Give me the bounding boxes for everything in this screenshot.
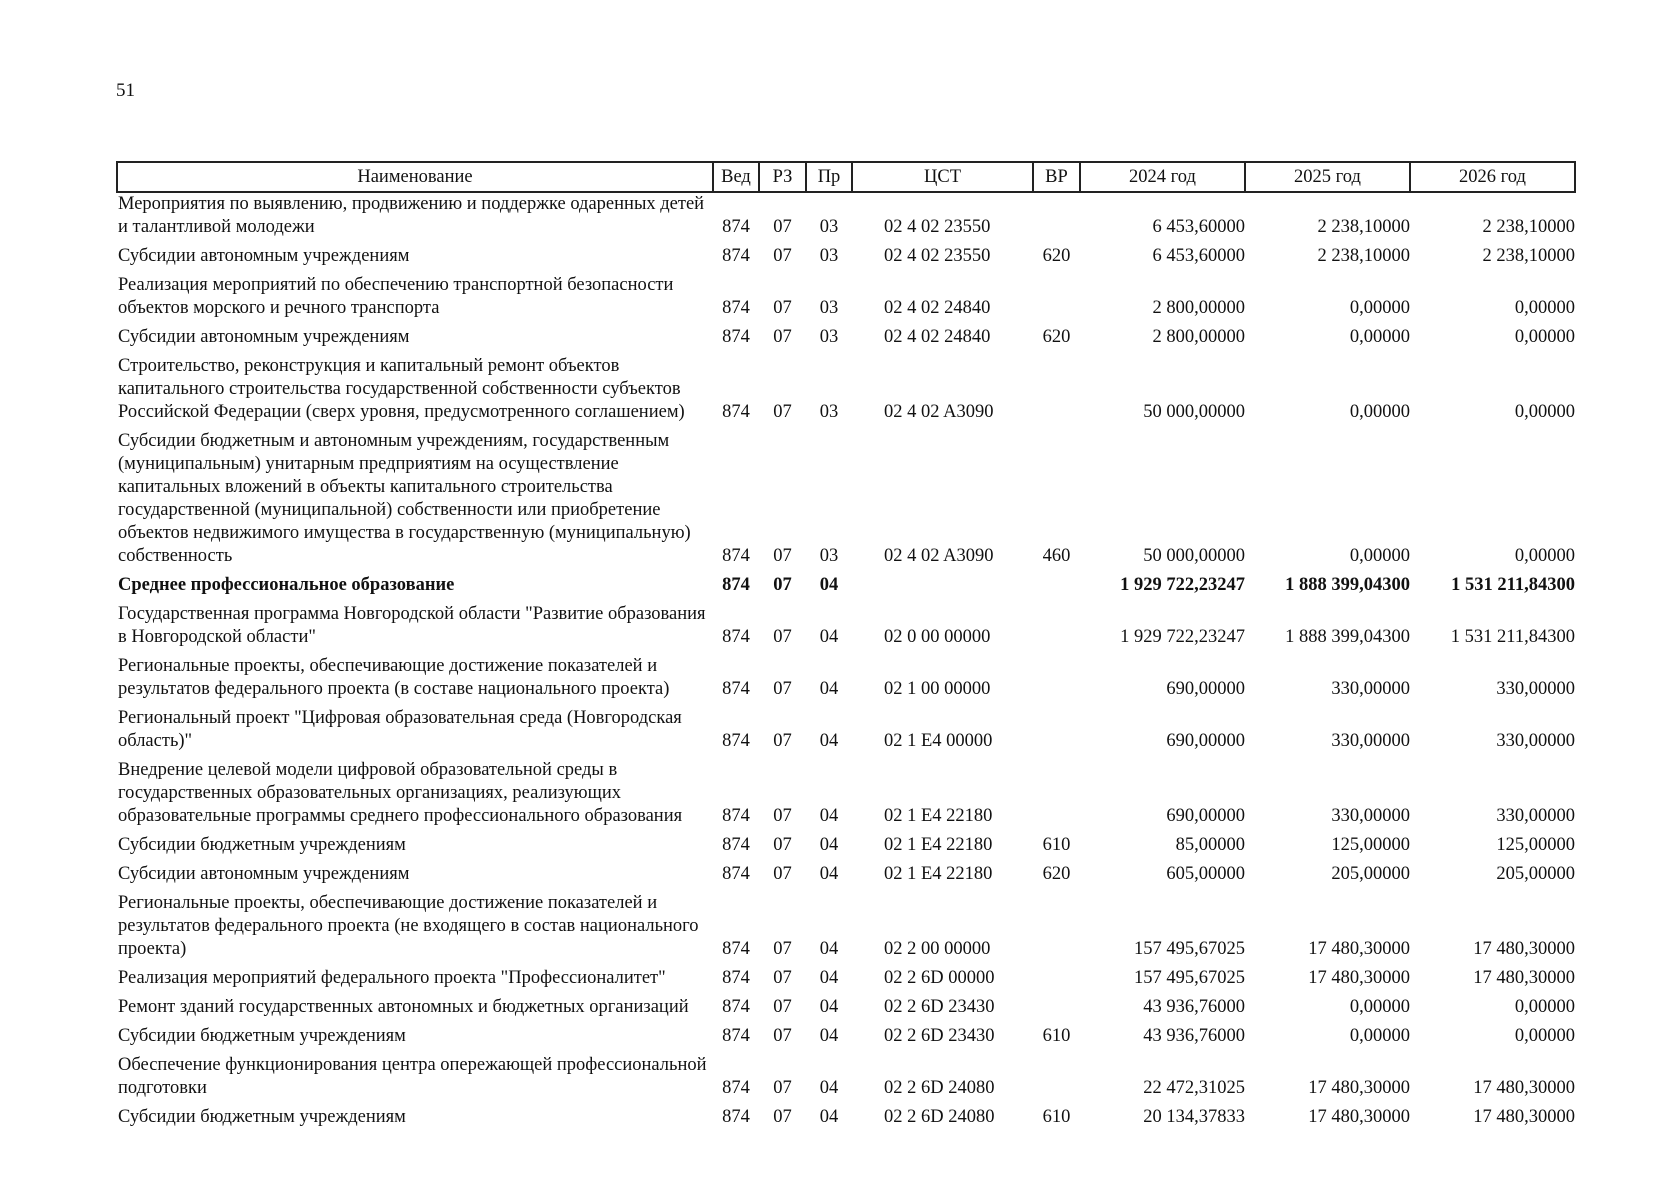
cell-2025: 330,00000: [1331, 731, 1410, 751]
cell-pr: 04: [819, 1107, 839, 1127]
cell-2026: 0,00000: [1514, 1026, 1575, 1046]
cell-rz: 07: [773, 997, 792, 1017]
table-row: [117, 967, 1575, 996]
cell-vr: 610: [1042, 1107, 1071, 1127]
cell-cst: 02 4 02 24840: [884, 298, 991, 318]
header-2024: 2024 год: [1080, 162, 1245, 192]
budget-table: [116, 161, 1576, 1135]
cell-cst: 02 4 02 A3090: [884, 402, 994, 422]
cell-pr: 03: [819, 217, 839, 237]
cell-2026: 17 480,30000: [1473, 1107, 1575, 1127]
cell-vr: 460: [1042, 546, 1071, 566]
cell-2024: 690,00000: [1166, 679, 1245, 699]
cell-2026: 1 531 211,84300: [1450, 627, 1575, 647]
cell-name: Региональные проекты, обеспечивающие достижение показателей и результатов федерального проекта (не входящего в состав национального проекта): [118, 893, 699, 959]
cell-rz: 07: [773, 731, 792, 751]
cell-2025: 17 480,30000: [1308, 968, 1410, 988]
cell-ved: 874: [722, 298, 750, 318]
cell-ved: 874: [722, 546, 750, 566]
cell-cst: 02 1 00 00000: [884, 679, 991, 699]
table-row: [117, 430, 1575, 574]
page-number: 51: [116, 80, 135, 101]
cell-2024: 50 000,00000: [1143, 546, 1245, 566]
cell-2025: 2 238,10000: [1317, 246, 1410, 266]
cell-2026: 17 480,30000: [1473, 1078, 1575, 1098]
table-row: [117, 707, 1575, 759]
cell-name: Обеспечение функционирования центра опережающей профессиональной подготовки: [118, 1055, 707, 1098]
cell-2026: 0,00000: [1514, 298, 1575, 318]
table-row: [117, 892, 1575, 967]
cell-2025: 0,00000: [1349, 402, 1410, 422]
cell-cst: 02 4 02 23550: [884, 246, 991, 266]
table-header: [117, 162, 1575, 192]
cell-vr: [1033, 967, 1080, 996]
cell-name: Субсидии автономным учреждениям: [118, 246, 410, 266]
cell-ved: 874: [722, 402, 750, 422]
cell-pr: 04: [819, 864, 839, 884]
cell-name: Субсидии бюджетным учреждениям: [118, 1107, 406, 1127]
table-row: [117, 759, 1575, 834]
header-name: Наименование: [117, 162, 713, 192]
cell-2026: 0,00000: [1514, 997, 1575, 1017]
cell-vr: [1033, 192, 1080, 245]
cell-name: Строительство, реконструкция и капитальный ремонт объектов капитального строительства государственной собственности субъектов Российской Федерации (сверх уровня, предусмотренного соглашением): [118, 356, 685, 422]
cell-vr: [1033, 707, 1080, 759]
cell-name: Региональный проект "Цифровая образовательная среда (Новгородская область)": [118, 708, 682, 751]
cell-cst: 02 1 E4 22180: [884, 864, 993, 884]
cell-pr: 04: [819, 939, 839, 959]
header-rz: РЗ: [759, 162, 806, 192]
cell-cst: 02 2 6D 00000: [884, 968, 995, 988]
cell-pr: 04: [819, 627, 839, 647]
cell-cst: 02 1 E4 22180: [884, 806, 993, 826]
cell-2026: 1 531 211,84300: [1451, 575, 1575, 595]
table-row: [117, 355, 1575, 430]
cell-pr: 04: [819, 835, 839, 855]
cell-vr: [1033, 655, 1080, 707]
cell-rz: 07: [773, 402, 792, 422]
cell-name: Субсидии бюджетным учреждениям: [118, 1026, 406, 1046]
table-row: [117, 603, 1575, 655]
cell-name: Мероприятия по выявлению, продвижению и поддержке одаренных детей и талантливой молодежи: [118, 194, 705, 237]
cell-cst: 02 2 6D 23430: [884, 997, 995, 1017]
cell-pr: 03: [819, 298, 839, 318]
cell-name: Региональные проекты, обеспечивающие достижение показателей и результатов федерального проекта (в составе национального проекта): [118, 656, 670, 699]
cell-cst: 02 2 6D 24080: [884, 1078, 995, 1098]
cell-name: Субсидии автономным учреждениям: [118, 864, 410, 884]
cell-pr: 04: [819, 806, 839, 826]
cell-2026: 330,00000: [1496, 679, 1575, 699]
cell-pr: 04: [819, 575, 839, 595]
cell-2025: 0,00000: [1349, 327, 1410, 347]
cell-pr: 03: [819, 327, 839, 347]
cell-2024: 50 000,00000: [1143, 402, 1245, 422]
cell-2024: 1 929 722,23247: [1120, 627, 1245, 647]
cell-rz: 07: [773, 217, 792, 237]
cell-rz: 07: [773, 1026, 792, 1046]
cell-2025: 0,00000: [1349, 298, 1410, 318]
cell-name: Реализация мероприятий по обеспечению транспортной безопасности объектов морского и речного транспорта: [118, 275, 674, 318]
cell-rz: 07: [773, 575, 792, 595]
cell-vr: [1033, 892, 1080, 967]
table-row: [117, 245, 1575, 274]
cell-vr: [1033, 759, 1080, 834]
cell-ved: 874: [722, 575, 750, 595]
cell-2024: 605,00000: [1166, 864, 1245, 884]
cell-pr: 04: [819, 679, 839, 699]
cell-name: Реализация мероприятий федерального проекта "Профессионалитет": [118, 968, 666, 988]
cell-2026: 2 238,10000: [1482, 217, 1575, 237]
header-cst: ЦСТ: [852, 162, 1033, 192]
cell-2025: 1 888 399,04300: [1285, 575, 1410, 595]
header-vr: ВР: [1033, 162, 1080, 192]
cell-vr: 620: [1042, 327, 1071, 347]
cell-pr: 04: [819, 1026, 839, 1046]
cell-vr: 620: [1042, 246, 1071, 266]
cell-2025: 0,00000: [1349, 546, 1410, 566]
cell-2025: 0,00000: [1349, 997, 1410, 1017]
cell-2026: 2 238,10000: [1482, 246, 1575, 266]
cell-2026: 17 480,30000: [1473, 939, 1575, 959]
cell-ved: 874: [722, 627, 750, 647]
table-row: [117, 996, 1575, 1025]
table-row: [117, 192, 1575, 245]
cell-rz: 07: [773, 327, 792, 347]
cell-pr: 03: [819, 546, 839, 566]
cell-2025: 17 480,30000: [1308, 939, 1410, 959]
cell-2026: 125,00000: [1496, 835, 1575, 855]
cell-name: Среднее профессиональное образование: [118, 575, 455, 595]
cell-name: Субсидии бюджетным учреждениям: [118, 835, 406, 855]
cell-2026: 0,00000: [1514, 402, 1575, 422]
cell-cst: 02 2 6D 24080: [884, 1107, 995, 1127]
cell-ved: 874: [722, 806, 750, 826]
cell-cst: 02 1 E4 00000: [884, 731, 993, 751]
cell-cst: 02 4 02 24840: [884, 327, 991, 347]
cell-ved: 874: [722, 997, 750, 1017]
cell-2026: 0,00000: [1514, 546, 1575, 566]
cell-name: Государственная программа Новгородской области "Развитие образования в Новгородской области": [118, 604, 706, 647]
cell-2026: 0,00000: [1514, 327, 1575, 347]
cell-rz: 07: [773, 806, 792, 826]
cell-vr: [1033, 355, 1080, 430]
cell-vr: [1033, 996, 1080, 1025]
cell-2024: 43 936,76000: [1143, 1026, 1245, 1046]
table-row: [117, 1106, 1575, 1135]
header-2026: 2026 год: [1410, 162, 1575, 192]
cell-pr: 03: [819, 402, 839, 422]
table-body: [117, 192, 1575, 1135]
table-row: [117, 574, 1575, 603]
cell-2024: 43 936,76000: [1143, 997, 1245, 1017]
cell-vr: [1033, 274, 1080, 326]
cell-pr: 04: [819, 731, 839, 751]
header-2025: 2025 год: [1245, 162, 1410, 192]
cell-2026: 330,00000: [1496, 731, 1575, 751]
table-row: [117, 326, 1575, 355]
cell-rz: 07: [773, 968, 792, 988]
cell-cst: 02 2 00 00000: [884, 939, 991, 959]
cell-rz: 07: [773, 1078, 792, 1098]
cell-rz: 07: [773, 627, 792, 647]
cell-pr: 03: [819, 246, 839, 266]
cell-ved: 874: [722, 246, 750, 266]
cell-2024: 6 453,60000: [1152, 217, 1245, 237]
cell-ved: 874: [722, 968, 750, 988]
cell-pr: 04: [819, 1078, 839, 1098]
cell-2025: 17 480,30000: [1308, 1078, 1410, 1098]
cell-ved: 874: [722, 864, 750, 884]
table-row: [117, 1054, 1575, 1106]
cell-2024: 2 800,00000: [1152, 327, 1245, 347]
cell-vr: [1033, 603, 1080, 655]
header-pr: Пр: [806, 162, 852, 192]
cell-cst: [852, 574, 1033, 603]
cell-2026: 17 480,30000: [1473, 968, 1575, 988]
cell-2024: 20 134,37833: [1143, 1107, 1245, 1127]
cell-2026: 330,00000: [1496, 806, 1575, 826]
table-row: [117, 655, 1575, 707]
cell-cst: 02 4 02 23550: [884, 217, 991, 237]
cell-rz: 07: [773, 546, 792, 566]
cell-rz: 07: [773, 835, 792, 855]
header-ved: Вед: [713, 162, 759, 192]
cell-name: Внедрение целевой модели цифровой образовательной среды в государственных образовательных организациях, реализующих образовательные программы среднего профессионального образования: [118, 760, 683, 826]
cell-name: Субсидии бюджетным и автономным учреждениям, государственным (муниципальным) унитарным предприятиям на осуществление капитальных вложений в объекты капитального строительства государственной (муниципальной) собственности или приобретение объектов недвижимого имущества в государственную (муниципальную) собственность: [118, 431, 691, 566]
cell-ved: 874: [722, 679, 750, 699]
cell-rz: 07: [773, 1107, 792, 1127]
cell-2025: 17 480,30000: [1308, 1107, 1410, 1127]
table-row: [117, 863, 1575, 892]
cell-2025: 2 238,10000: [1317, 217, 1410, 237]
cell-2024: 157 495,67025: [1134, 939, 1245, 959]
cell-2024: 1 929 722,23247: [1120, 575, 1245, 595]
cell-rz: 07: [773, 679, 792, 699]
cell-2024: 6 453,60000: [1152, 246, 1245, 266]
cell-ved: 874: [722, 731, 750, 751]
table-row: [117, 274, 1575, 326]
cell-cst: 02 0 00 00000: [884, 627, 991, 647]
cell-2026: 205,00000: [1496, 864, 1575, 884]
cell-2024: 85,00000: [1175, 835, 1245, 855]
cell-cst: 02 1 E4 22180: [884, 835, 993, 855]
cell-2024: 2 800,00000: [1152, 298, 1245, 318]
cell-rz: 07: [773, 246, 792, 266]
cell-cst: 02 2 6D 23430: [884, 1026, 995, 1046]
cell-vr: [1033, 1054, 1080, 1106]
cell-2025: 0,00000: [1349, 1026, 1410, 1046]
cell-ved: 874: [722, 1078, 750, 1098]
cell-2025: 330,00000: [1331, 679, 1410, 699]
cell-ved: 874: [722, 939, 750, 959]
cell-vr: 620: [1042, 864, 1071, 884]
cell-name: Субсидии автономным учреждениям: [118, 327, 410, 347]
cell-pr: 04: [819, 968, 839, 988]
cell-2025: 125,00000: [1331, 835, 1410, 855]
cell-pr: 04: [819, 997, 839, 1017]
cell-2024: 690,00000: [1166, 731, 1245, 751]
cell-vr: [1033, 574, 1080, 603]
cell-ved: 874: [722, 1107, 750, 1127]
cell-2024: 157 495,67025: [1134, 968, 1245, 988]
cell-2024: 690,00000: [1166, 806, 1245, 826]
table-row: [117, 1025, 1575, 1054]
cell-ved: 874: [722, 1026, 750, 1046]
cell-ved: 874: [722, 835, 750, 855]
cell-rz: 07: [773, 298, 792, 318]
cell-cst: 02 4 02 A3090: [884, 546, 994, 566]
cell-ved: 874: [722, 327, 750, 347]
cell-2025: 1 888 399,04300: [1285, 627, 1410, 647]
cell-vr: 610: [1042, 835, 1071, 855]
cell-ved: 874: [722, 217, 750, 237]
table-row: [117, 834, 1575, 863]
cell-rz: 07: [773, 864, 792, 884]
cell-2024: 22 472,31025: [1143, 1078, 1245, 1098]
cell-name: Ремонт зданий государственных автономных и бюджетных организаций: [118, 997, 689, 1017]
cell-vr: 610: [1042, 1026, 1071, 1046]
cell-2025: 330,00000: [1331, 806, 1410, 826]
cell-rz: 07: [773, 939, 792, 959]
cell-2025: 205,00000: [1331, 864, 1410, 884]
